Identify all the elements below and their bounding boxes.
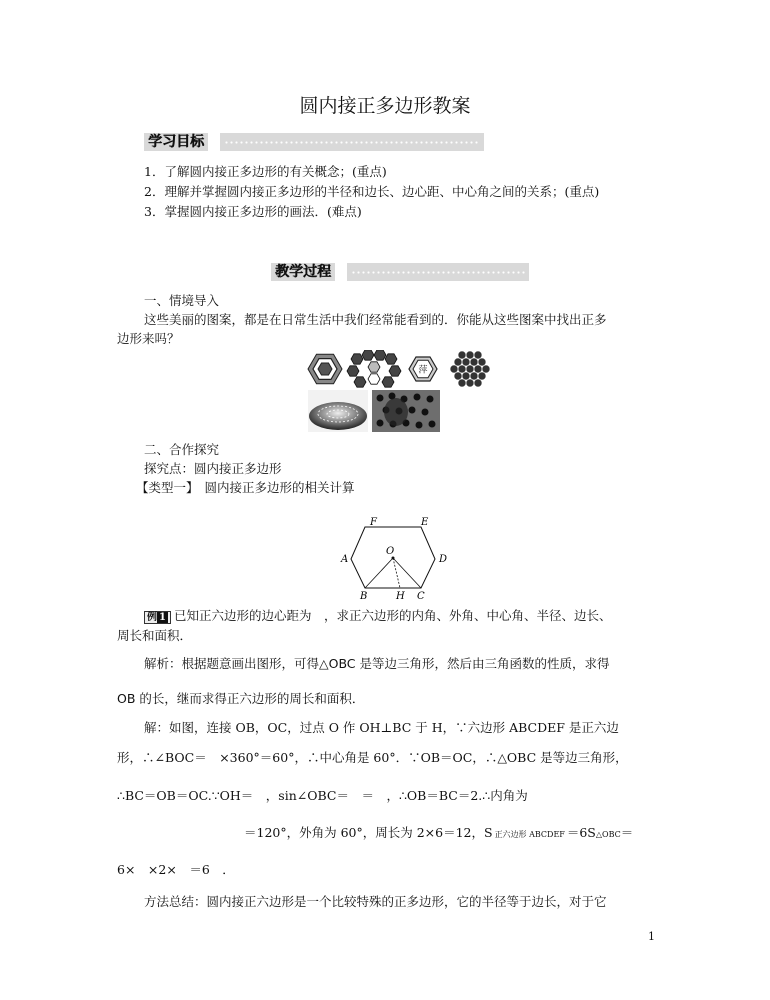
solution-line2: 形，∴∠BOC＝ ×360°＝60°，∴中心角是 60°．∵OB＝OC，∴△OBC 是等边三角形， [117, 750, 628, 765]
label-B: B [360, 591, 368, 600]
part2-heading: 二、合作探究 [144, 442, 220, 457]
nested-hexagon-image [308, 354, 342, 383]
example-line2: 周长和面积． [117, 628, 193, 643]
objective-item-3: 3．掌握圆内接正多边形的画法．(难点) [144, 204, 362, 219]
solution-line1: 解：如图，连接 OB，OC，过点 O 作 OH⊥BC 于 H，∵六边形 ABCDEF 是正六边 [144, 720, 619, 735]
type-label: 【类型一】 [136, 480, 199, 495]
banner-dots [224, 141, 480, 144]
section-banner-objectives [144, 133, 484, 151]
part1-text-line2: 边形来吗？ [117, 331, 180, 346]
label-C: C [417, 591, 425, 600]
label-E: E [421, 517, 429, 528]
hexagon-figure [340, 512, 450, 600]
objective-item-1: 1．了解圆内接正多边形的有关概念；(重点) [144, 164, 387, 179]
solution-line4: ＝120°，外角为 60°，周长为 2×6＝12，S 正六边形 ABCDEF ＝6S△OBC＝ [244, 825, 634, 840]
pattern-images-row1 [305, 350, 495, 388]
emblem-char: 萍 [418, 365, 428, 376]
label-F: F [370, 517, 377, 528]
label-O: O [386, 546, 395, 557]
hexagon-emblem-image [409, 357, 437, 381]
honeycomb-photo-image [372, 390, 440, 432]
example-line1: 例 1 已知正六边形的边心距为 ，求正六边形的内角、外角、中心角、半径、边长、 [144, 606, 611, 624]
part2-point: 探究点：圆内接正多边形 [144, 461, 282, 476]
banner-label: 教学过程 [271, 263, 335, 281]
objective-item-2: 2．理解并掌握圆内接正多边形的半径和边长、边心距、中心角之间的关系；(重点) [144, 184, 600, 199]
dome-photo-image [308, 390, 368, 432]
analysis-line1: 解析：根据题意画出图形，可得△OBC 是等边三角形，然后由三角函数的性质，求得 [144, 656, 610, 671]
part1-text-line1: 这些美丽的图案，都是在日常生活中我们经常能看到的．你能从这些图案中找出正多 [144, 312, 607, 327]
section-banner-process [271, 263, 529, 281]
page-number: 1 [648, 930, 655, 943]
honeycomb-cluster-image [450, 351, 490, 387]
example-tag: 例 1 [144, 611, 171, 624]
part2-type-line [136, 478, 355, 496]
banner-dots [351, 271, 525, 274]
label-A: A [341, 554, 349, 565]
label-H: H [396, 591, 405, 600]
solution-line5: 6× ×2× ＝6 ． [117, 862, 235, 877]
analysis-line2: OB 的长，继而求得正六边形的周长和面积． [117, 691, 365, 706]
hexagon-ring-image [347, 350, 401, 387]
label-D: D [439, 554, 448, 565]
banner-label: 学习目标 [144, 133, 208, 151]
summary-line1: 方法总结：圆内接正六边形是一个比较特殊的正多边形，它的半径等于边长，对于它 [144, 894, 607, 909]
part1-heading: 一、情境导入 [144, 293, 220, 308]
pattern-images-row2 [308, 390, 440, 432]
solution-line3: ∴BC＝OB＝OC.∵OH＝ ，sin∠OBC＝ ＝ ，∴OB＝BC＝2.∴内角为 [117, 788, 528, 803]
page-title: 圆内接正多边形教案 [299, 95, 471, 117]
type-title: 圆内接正多边形的相关计算 [204, 480, 355, 495]
